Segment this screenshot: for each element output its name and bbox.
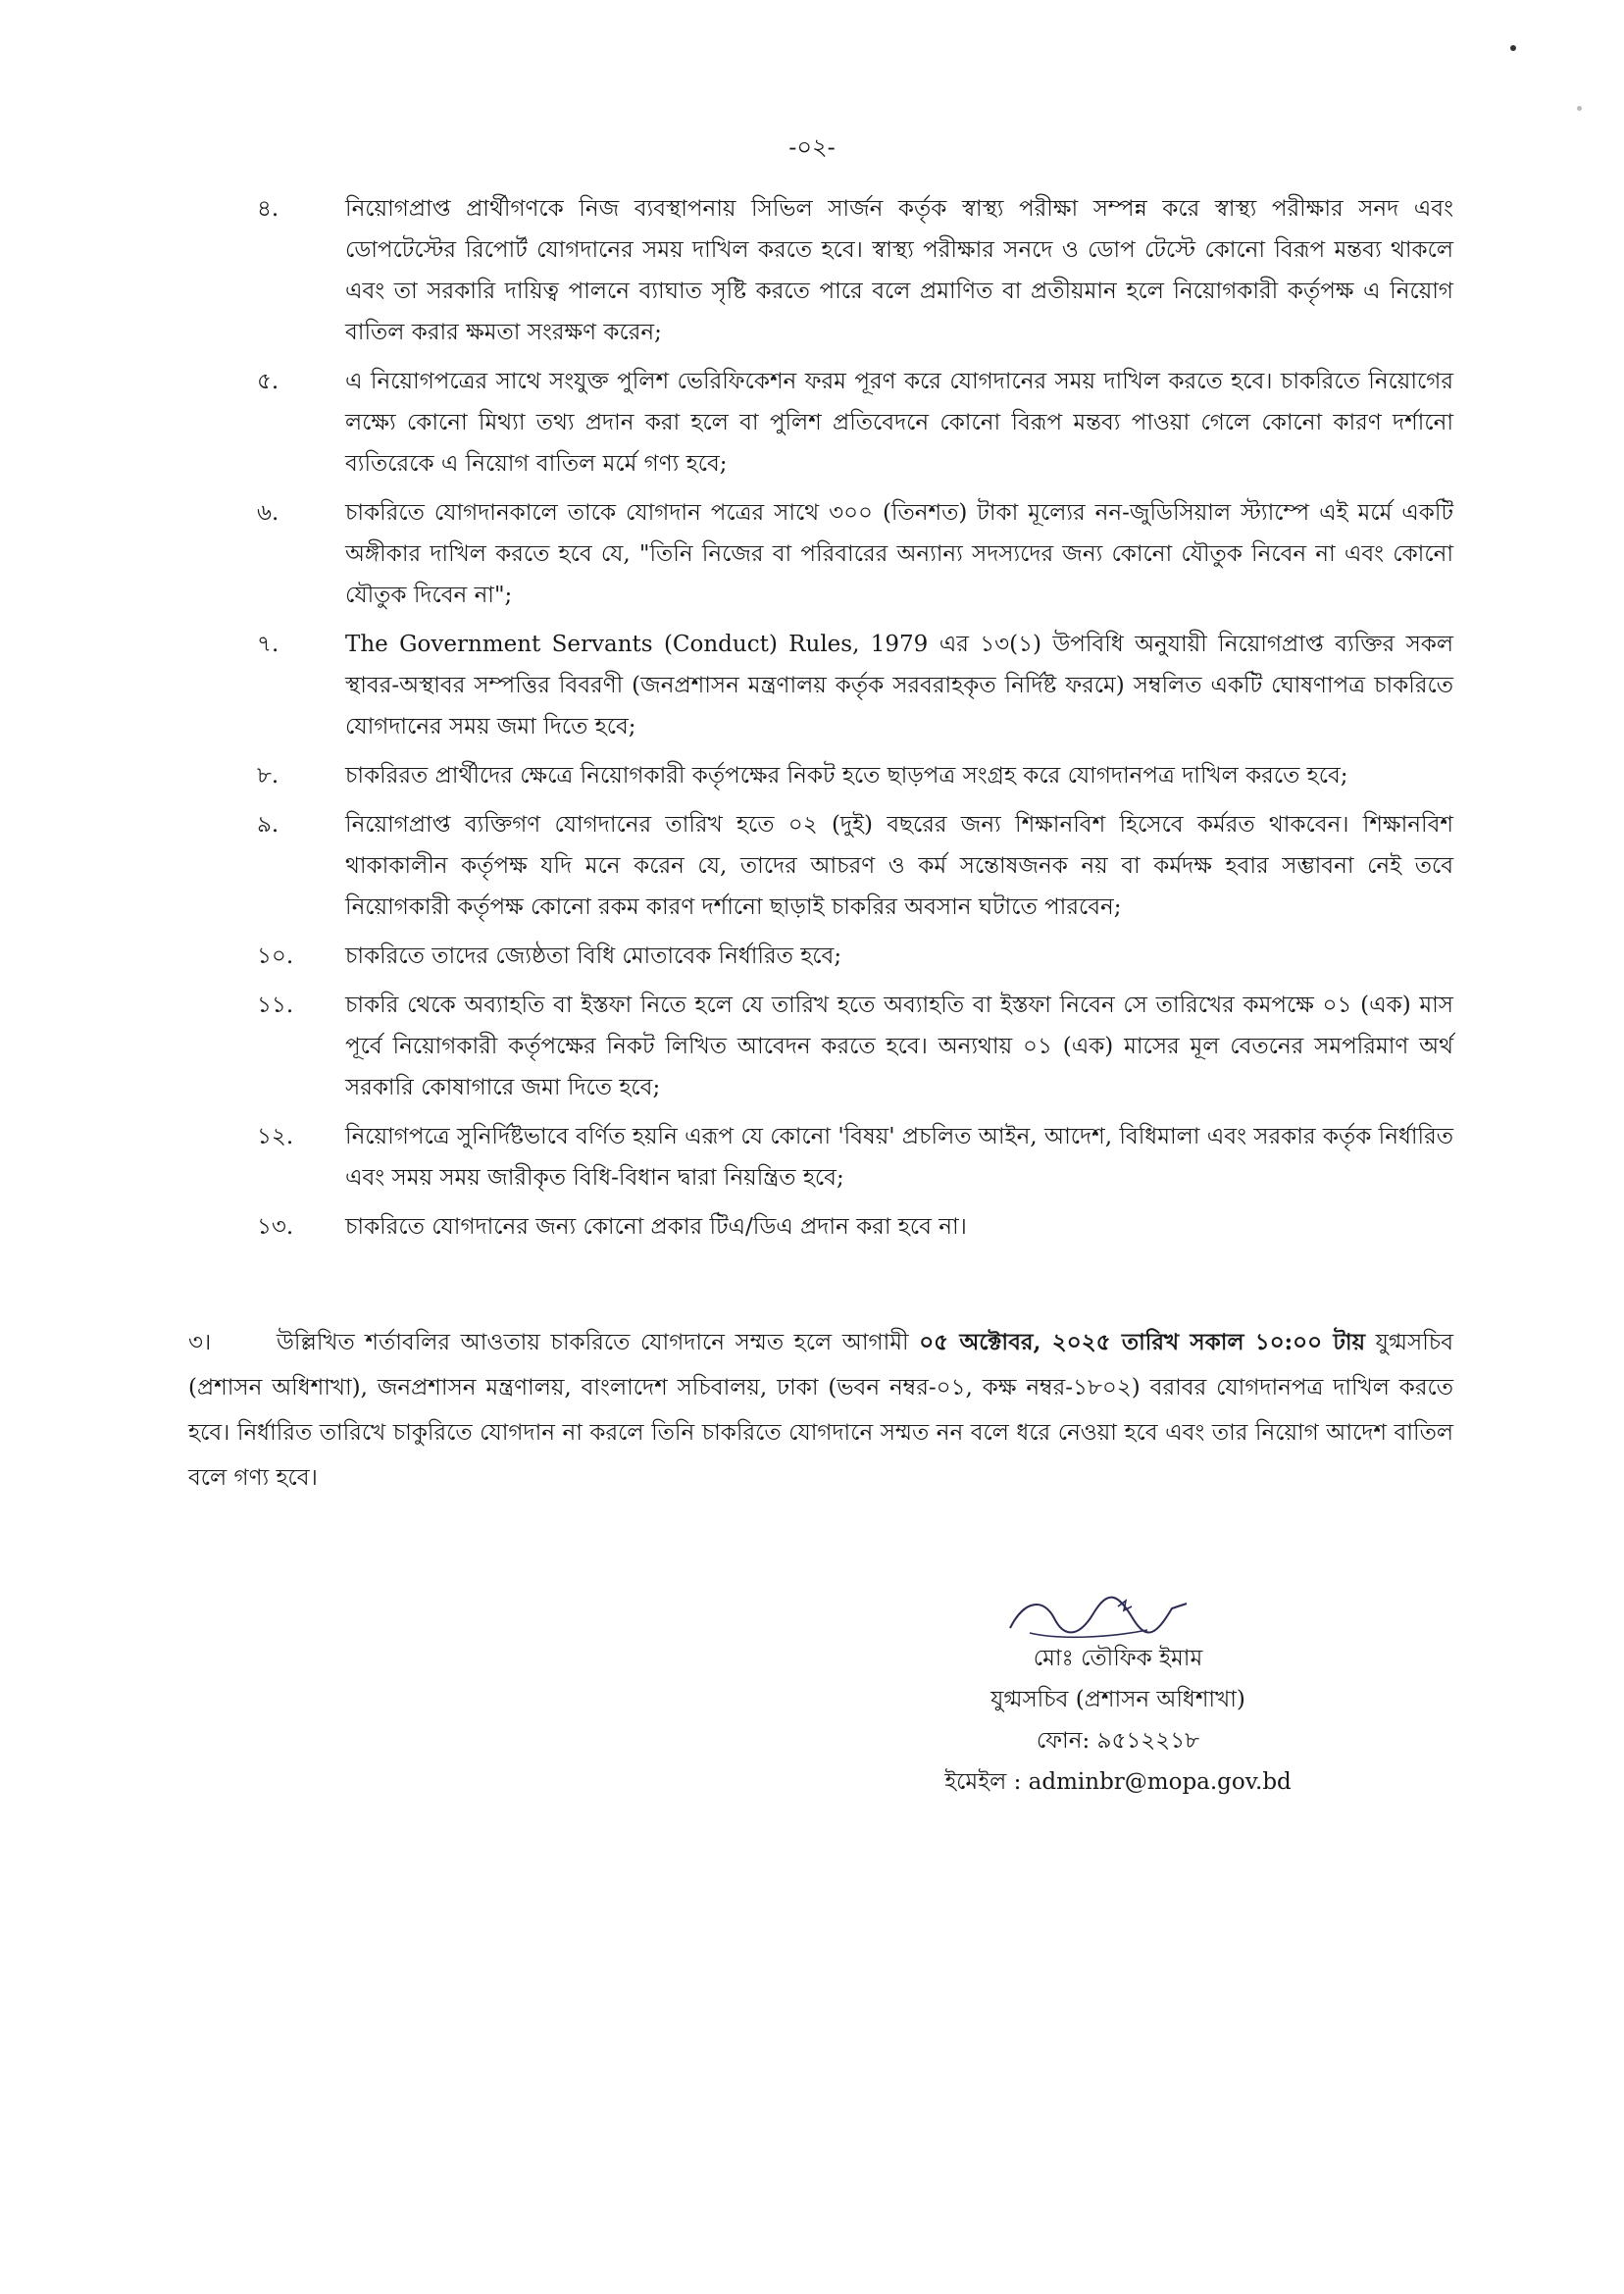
condition-item [257, 1116, 1453, 1198]
condition-text: চাকরিতে যোগদানের জন্য কোনো প্রকার টিএ/ডিএ প্রদান করা হবে না। [345, 1214, 967, 1240]
condition-item [257, 1206, 1453, 1248]
section-text-after: যুগ্মসচিব (প্রশাসন অধিশাখা), জনপ্রশাসন মন্ত্রণালয়, বাংলাদেশ সচিবালয়, ঢাকা (ভবন নম্বর-০১, কক্ষ নম্বর-১৮০২) বরাবর যোগদানপত্র দাখিল করতে হবে। নির্ধারিত তারিখে চাকুরিতে যোগদান না করলে তিনি চাকরিতে যোগদানে সম্মত নন বলে ধরে নেওয়া হবে এবং তার নিয়োগ আদেশ বাতিল বলে গণ্য হবে। [188, 1330, 1454, 1491]
condition-number: ৫. [257, 369, 279, 394]
section-text-before: উল্লিখিত শর্তাবলির আওতায় চাকরিতে যোগদানে সম্মত হলে আগামী [277, 1330, 920, 1355]
condition-item [257, 985, 1453, 1108]
condition-number: ১৩. [257, 1214, 294, 1240]
condition-item [257, 755, 1453, 796]
condition-number: ৪. [257, 196, 279, 222]
condition-text: নিয়োগপ্রাপ্ত প্রার্থীগণকে নিজ ব্যবস্থাপনায় সিভিল সার্জন কর্তৃক স্বাস্থ্য পরীক্ষা সম্পন্ন করে স্বাস্থ্য পরীক্ষার সনদ এবং ডোপটেস্টের রিপোর্ট যোগদানের সময় দাখিল করতে হবে। স্বাস্থ্য পরীক্ষার সনদে ও ডোপ টেস্টে কোনো বিরূপ মন্তব্য থাকলে এবং তা সরকারি দায়িত্ব পালনে ব্যাঘাত সৃষ্টি করতে পারে বলে প্রমাণিত বা প্রতীয়মান হলে নিয়োগকারী কর্তৃপক্ষ এ নিয়োগ বাতিল করার ক্ষমতা সংরক্ষণ করেন; [345, 196, 1453, 345]
condition-text: নিয়োগপ্রাপ্ত ব্যক্তিগণ যোগদানের তারিখ হতে ০২ (দুই) বছরের জন্য শিক্ষানবিশ হিসেবে কর্মরত থাকবেন। শিক্ষানবিশ থাকাকালীন কর্তৃপক্ষ যদি মনে করেন যে, তাদের আচরণ ও কর্ম সন্তোষজনক নয় বা কর্মদক্ষ হবার সম্ভাবনা নেই তবে নিয়োগকারী কর্তৃপক্ষ কোনো রকম কারণ দর্শানো ছাড়াই চাকরির অবসান ঘটাতে পারবেন; [345, 812, 1453, 920]
condition-item [257, 936, 1453, 977]
section-three-paragraph [188, 1320, 1453, 1501]
section-number: ৩। [188, 1330, 212, 1355]
signatory-email: ইমেইল : adminbr@mopa.gov.bd [944, 1769, 1292, 1795]
condition-item [257, 188, 1453, 353]
condition-text: চাকরিতে তাদের জ্যেষ্ঠতা বিধি মোতাবেক নির্ধারিত হবে; [345, 943, 842, 969]
condition-item [257, 361, 1453, 484]
condition-text: নিয়োগপত্রে সুনির্দিষ্টভাবে বর্ণিত হয়নি এরূপ যে কোনো 'বিষয়' প্রচলিত আইন, আদেশ, বিধিমালা এবং সরকার কর্তৃক নির্ধারিত এবং সময় সময় জারীকৃত বিধি-বিধান দ্বারা নিয়ন্ত্রিত হবে; [345, 1124, 1453, 1191]
condition-text: চাকরিরত প্রার্থীদের ক্ষেত্রে নিয়োগকারী কর্তৃপক্ষের নিকট হতে ছাড়পত্র সংগ্রহ করে যোগদানপত্র দাখিল করতে হবে; [345, 763, 1348, 789]
signature-block [843, 1589, 1393, 1803]
condition-number: ৭. [257, 632, 279, 657]
condition-number: ৬. [257, 500, 279, 526]
condition-text: এ নিয়োগপত্রের সাথে সংযুক্ত পুলিশ ভেরিফিকেশন ফরম পূরণ করে যোগদানের সময় দাখিল করতে হবে। চাকরিতে নিয়োগের লক্ষ্যে কোনো মিথ্যা তথ্য প্রদান করা হলে বা পুলিশ প্রতিবেদনে কোনো বিরূপ মন্তব্য পাওয়া গেলে কোনো কারণ দর্শানো ব্যতিরেকে এ নিয়োগ বাতিল মর্মে গণ্য হবে; [345, 369, 1453, 477]
signatory-name: মোঃ তৌফিক ইমাম [1033, 1646, 1203, 1671]
scan-dot-mark [1510, 45, 1516, 51]
condition-item [257, 804, 1453, 928]
conditions-list [257, 188, 1453, 1255]
condition-number: ১২. [257, 1124, 294, 1149]
condition-text: চাকরি থেকে অব্যাহতি বা ইস্তফা নিতে হলে যে তারিখ হতে অব্যাহতি বা ইস্তফা নিবেন সে তারিখের কমপক্ষে ০১ (এক) মাস পূর্বে নিয়োগকারী কর্তৃপক্ষের নিকট লিখিত আবেদন করতে হবে। অন্যথায় ০১ (এক) মাসের মূল বেতনের সমপরিমাণ অর্থ সরকারি কোষাগারে জমা দিতে হবে; [345, 993, 1453, 1100]
joining-date-time: ০৫ অক্টোবর, ২০২৫ তারিখ সকাল ১০:০০ টায় [919, 1329, 1366, 1355]
signatory-designation: যুগ্মসচিব (প্রশাসন অধিশাখা) [990, 1687, 1245, 1712]
condition-number: ৯. [257, 812, 279, 838]
condition-text: চাকরিতে যোগদানকালে তাকে যোগদান পত্রের সাথে ৩০০ (তিনশত) টাকা মূল্যের নন-জুডিসিয়াল স্ট্যাম্পে এই মর্মে একটি অঙ্গীকার দাখিল করতে হবে যে, "তিনি নিজের বা পরিবারের অন্যান্য সদস্যদের জন্য কোনো যৌতুক নিবেন না এবং কোনো যৌতুক দিবেন না"; [345, 500, 1453, 608]
condition-number: ১১. [257, 993, 294, 1018]
condition-number: ৮. [257, 763, 279, 789]
condition-text: The Government Servants (Conduct) Rules, 1979 এর ১৩(১) উপবিধি অনুযায়ী নিয়োগপ্রাপ্ত ব্যক্তির সকল স্থাবর-অস্থাবর সম্পত্তির বিবরণী (জনপ্রশাসন মন্ত্রণালয় কর্তৃক সরবরাহকৃত নির্দিষ্ট ফরমে) সম্বলিত একটি ঘোষণাপত্র চাকরিতে যোগদানের সময় জমা দিতে হবে; [345, 632, 1453, 739]
condition-item [257, 624, 1453, 747]
scan-faint-mark [1577, 106, 1582, 111]
condition-number: ১০. [257, 943, 294, 969]
condition-item [257, 492, 1453, 616]
signatory-phone: ফোন: ৯৫১২২১৮ [1036, 1728, 1200, 1754]
page-number: -০২- [788, 133, 836, 161]
